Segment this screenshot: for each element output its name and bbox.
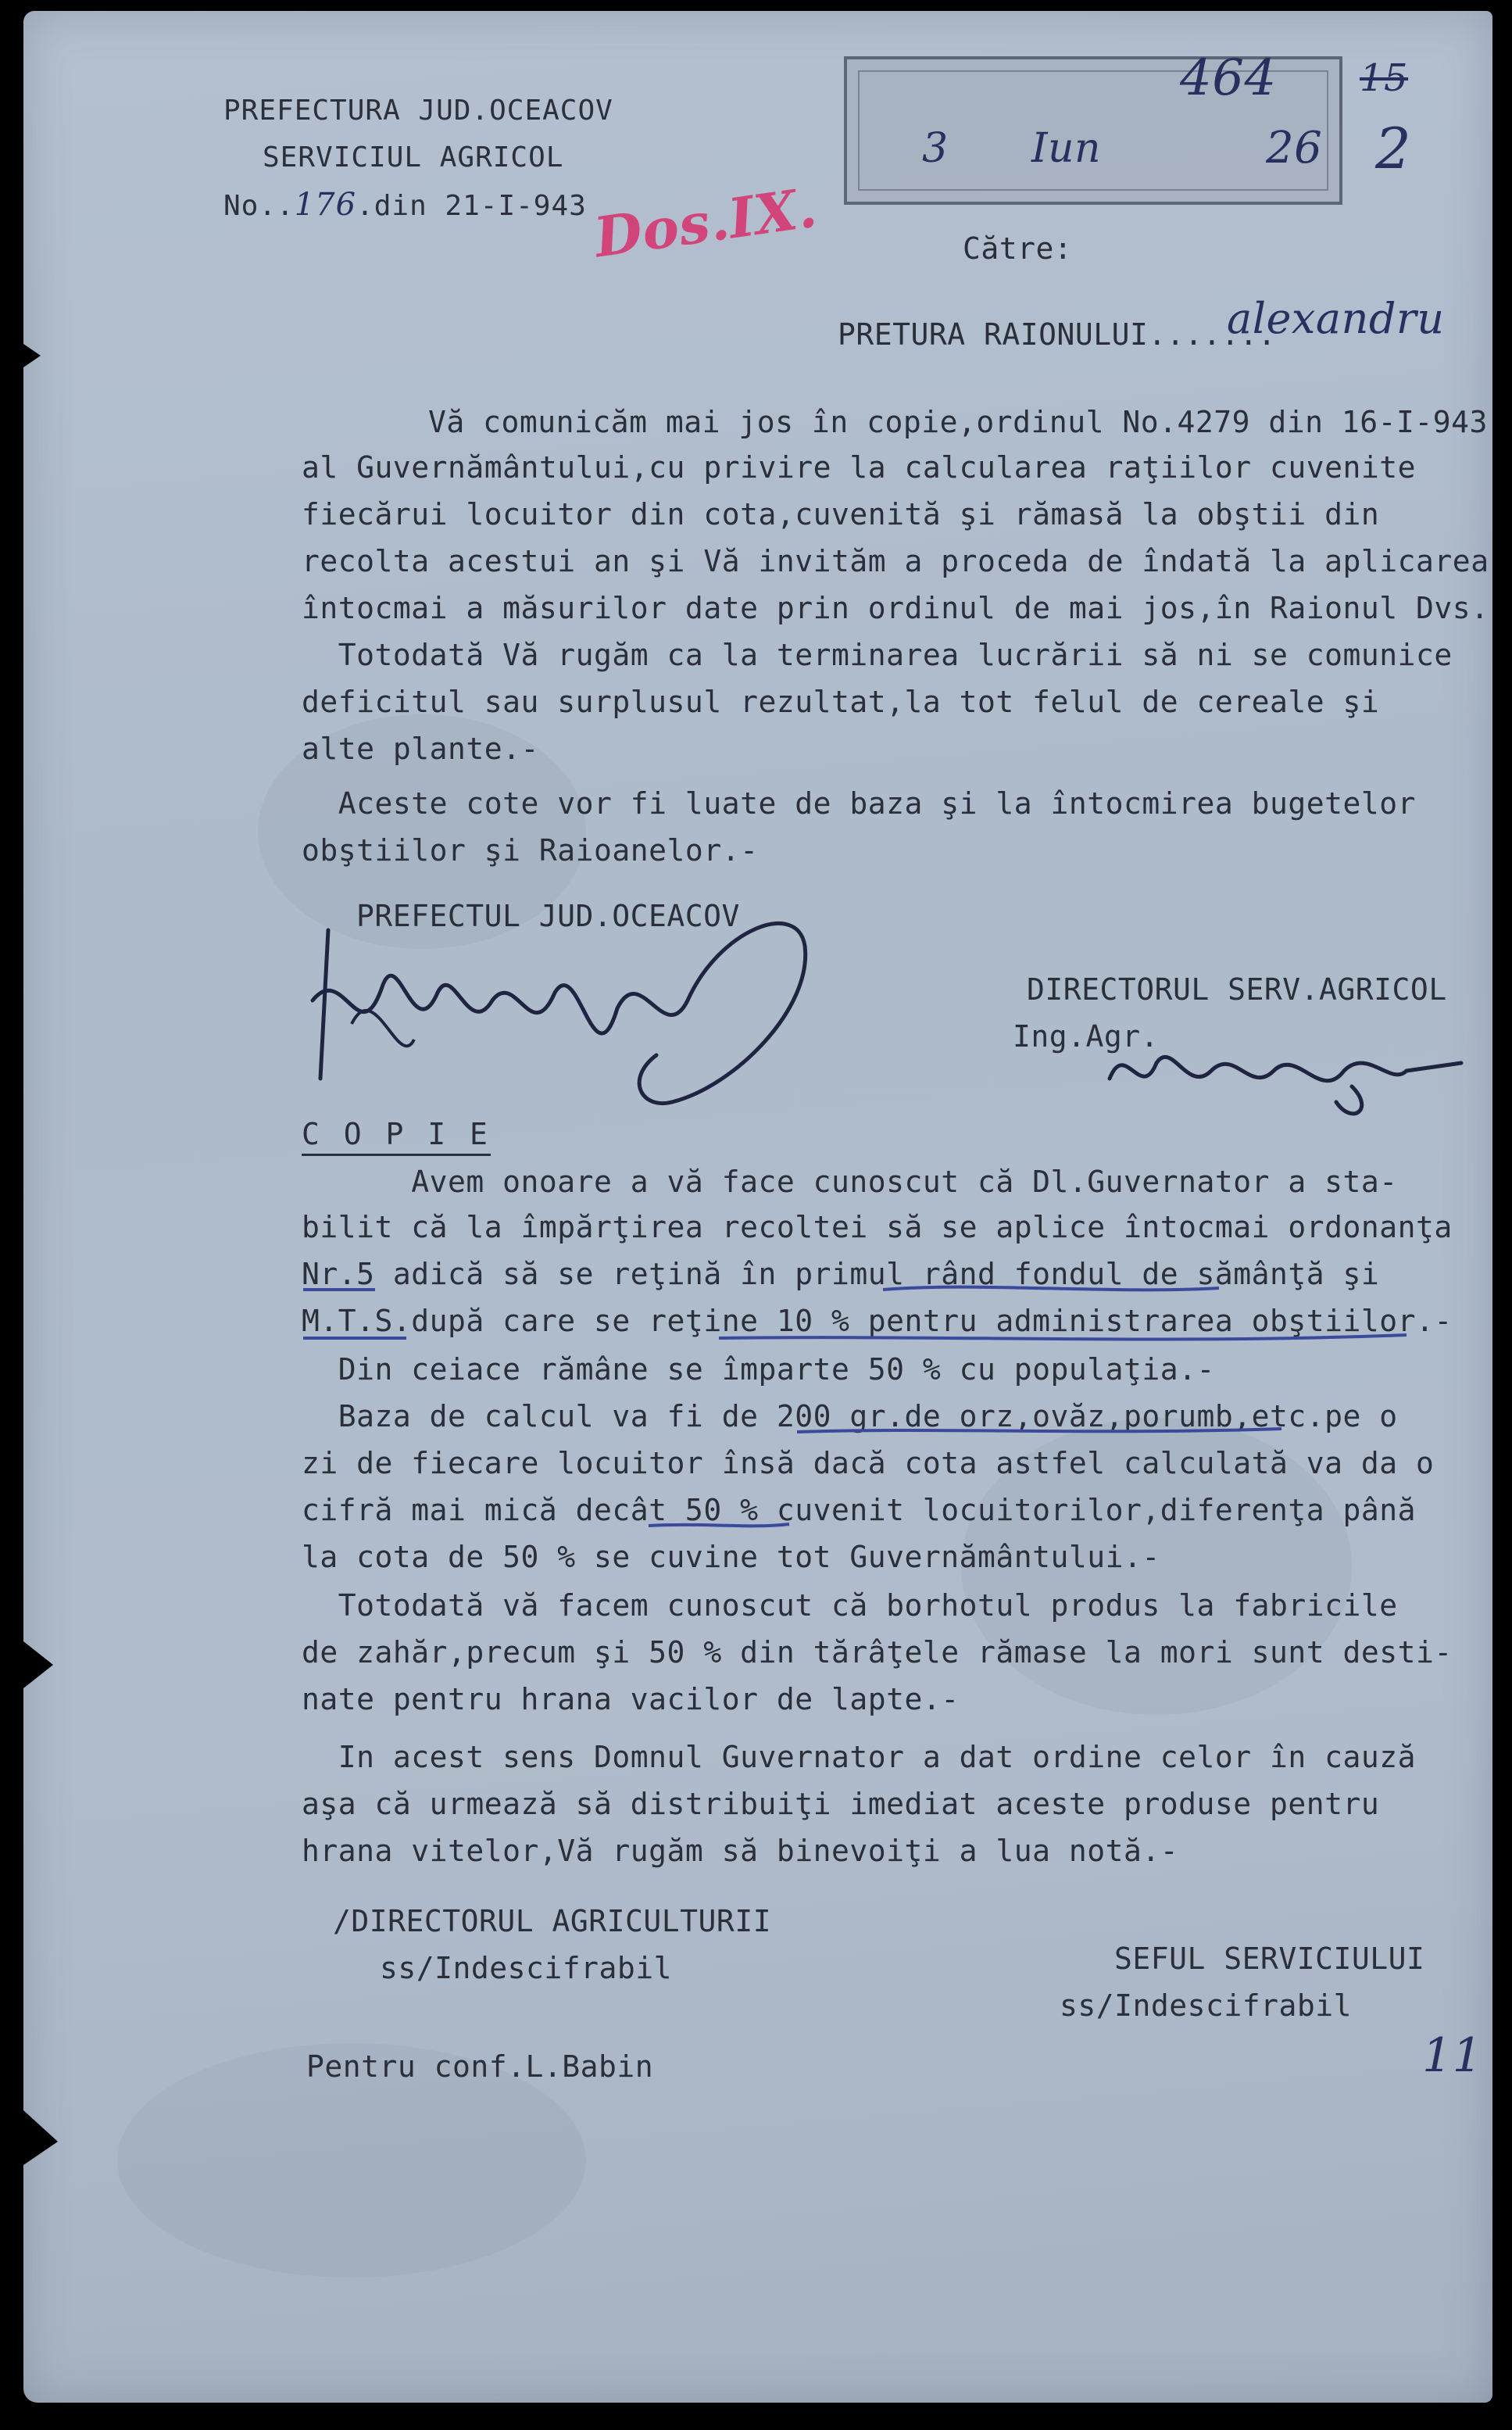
stamp-number: 464 bbox=[1180, 49, 1277, 107]
body-line: deficitul sau surplusul rezultat,la tot felul de cereale şi bbox=[302, 685, 1380, 719]
margin-mark: 11 bbox=[1422, 2028, 1483, 2083]
copy-line: In acest sens Domnul Guvernator a dat ordine celor în cauză bbox=[302, 1740, 1417, 1774]
recipient-handwritten-name: alexandru bbox=[1227, 294, 1445, 343]
number-date: .din 21-I-943 bbox=[356, 190, 587, 222]
copy-line: Din ceiace rămâne se împarte 50 % cu populaţia.- bbox=[302, 1352, 1215, 1387]
body-line: alte plante.- bbox=[302, 732, 539, 766]
copy-line: Avem onoare a vă face cunoscut că Dl.Guvernator a sta- bbox=[302, 1165, 1398, 1199]
stamp-sheet-number: 2 bbox=[1375, 116, 1412, 181]
number-value: 176 bbox=[294, 187, 357, 223]
copy-line: zi de fiecare locuitor însă dacă cota astfel calculată va da o bbox=[302, 1446, 1435, 1480]
chief-signature: ss/Indescifrabil bbox=[1060, 1988, 1353, 2023]
copy-line: Baza de calcul va fi de 200 gr.de orz,ovăz,porumb,etc.pe o bbox=[302, 1399, 1398, 1433]
number-prefix: No.. bbox=[223, 190, 295, 222]
to-label: Către: bbox=[963, 231, 1073, 266]
file-annotation: Dos.IX. bbox=[590, 174, 821, 270]
copy-line: aşa că urmează să distribuiţi imediat aceste produse pentru bbox=[302, 1787, 1380, 1821]
copy-line: de zahăr,precum şi 50 % din tărâţele rămase la mori sunt desti- bbox=[302, 1635, 1453, 1670]
body-line: fiecărui locuitor din cota,cuvenită şi rămasă la obştii din bbox=[302, 497, 1380, 531]
body-line: Aceste cote vor fi luate de baza şi la întocmirea bugetelor bbox=[302, 786, 1417, 821]
chief-title: SEFUL SERVICIULUI bbox=[1114, 1941, 1425, 1976]
stamp-year: 26 bbox=[1266, 123, 1323, 174]
copy-line: cifră mai mică decât 50 % cuvenit locuitorilor,diferenţa până bbox=[302, 1493, 1417, 1527]
body-line: recolta acestui an şi Vă invităm a proceda de îndată la aplicarea bbox=[302, 544, 1489, 578]
director-name: Ing.Agr. bbox=[1013, 1019, 1160, 1054]
director-agriculture-title: /DIRECTORUL AGRICULTURII bbox=[333, 1904, 772, 1938]
director-agriculture-signature: ss/Indescifrabil bbox=[380, 1951, 673, 1985]
copy-line: nate pentru hrana vacilor de lapte.- bbox=[302, 1682, 960, 1716]
body-line: Totodată Vă rugăm ca la terminarea lucrării să ni se comunice bbox=[302, 638, 1453, 672]
copy-line: hrana vitelor,Vă rugăm să binevoiţi a lua notă.- bbox=[302, 1834, 1179, 1868]
stamp-day: 3 bbox=[922, 125, 949, 172]
body-line: întocmai a măsurilor date prin ordinul de mai jos,în Raionul Dvs. bbox=[302, 591, 1489, 625]
copy-line: la cota de 50 % se cuvine tot Guvernământului.- bbox=[302, 1540, 1160, 1574]
stamp-month: Iun bbox=[1031, 125, 1102, 172]
body-line: Vă comunicăm mai jos în copie,ordinul No.4279 din 16-I-943 bbox=[428, 405, 1488, 439]
copy-line: M.T.S.după care se reţine 10 % pentru administrarea obştiilor.- bbox=[302, 1304, 1453, 1338]
body-line: obştiilor şi Raioanelor.- bbox=[302, 833, 759, 868]
prefect-title: PREFECTUL JUD.OCEACOV bbox=[356, 899, 740, 933]
stamp-crossed-number: 15 bbox=[1360, 56, 1409, 100]
institution-name: PREFECTURA JUD.OCEACOV bbox=[223, 95, 613, 127]
copy-line: Totodată vă facem cunoscut că borhotul produs la fabricile bbox=[302, 1588, 1398, 1623]
conformity-note: Pentru conf.L.Babin bbox=[306, 2049, 654, 2084]
service-name: SERVICIUL AGRICOL bbox=[263, 141, 564, 174]
copy-title: C O P I E bbox=[302, 1115, 491, 1156]
copy-line: bilit că la împărţirea recoltei să se aplice întocmai ordonanţa bbox=[302, 1210, 1453, 1244]
recipient-pretura: PRETURA RAIONULUI....... bbox=[838, 317, 1277, 352]
copy-line: Nr.5 adică să se reţină în primul rând fondul de sămânţă şi bbox=[302, 1257, 1380, 1291]
body-line: al Guvernământului,cu privire la calcularea raţiilor cuvenite bbox=[302, 450, 1417, 485]
director-title: DIRECTORUL SERV.AGRICOL bbox=[1027, 972, 1447, 1007]
